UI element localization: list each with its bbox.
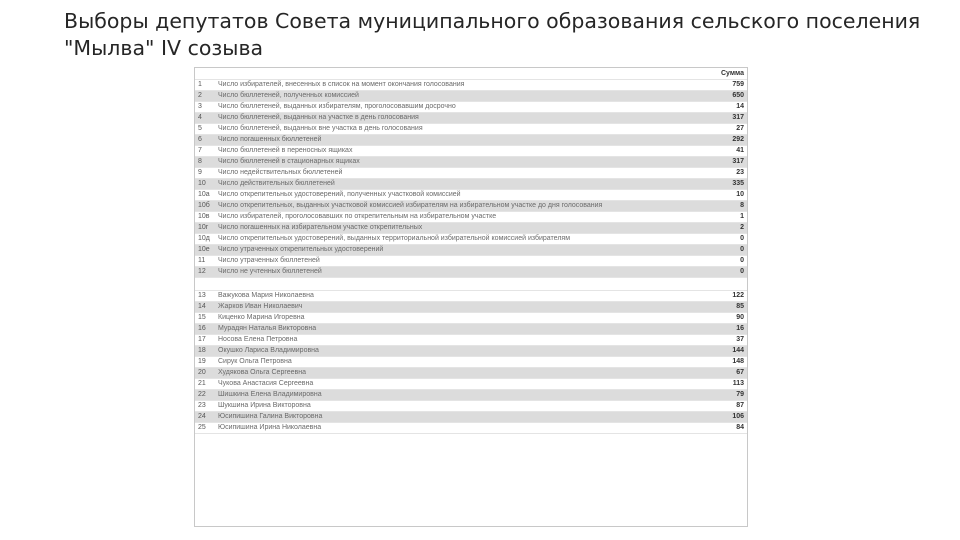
row-label: Мурадян Наталья Викторовна (215, 324, 707, 335)
row-number: 13 (195, 291, 215, 302)
spacer-row (195, 278, 747, 291)
row-value: 41 (707, 146, 747, 157)
table-row (195, 245, 747, 256)
row-number: 25 (195, 423, 215, 434)
row-value: 84 (707, 423, 747, 434)
slide-title: Выборы депутатов Совета муниципального образования сельского поселения "Мылва" IV созыва (64, 9, 921, 60)
row-value: 2 (707, 223, 747, 234)
row-label: Число бюллетеней, выданных избирателям, проголосовавшим досрочно (215, 102, 707, 113)
header-sum: Сумма (707, 68, 747, 80)
row-label: Юсипишина Галина Викторовна (215, 412, 707, 423)
candidate-row (195, 390, 747, 401)
table-row (195, 124, 747, 135)
candidate-row (195, 291, 747, 302)
row-label: Юсипишина Ирина Николаевна (215, 423, 707, 434)
row-value: 317 (707, 113, 747, 124)
table-row (195, 168, 747, 179)
row-label: Число недействительных бюллетеней (215, 168, 707, 179)
table-row (195, 256, 747, 267)
header-number-cell (195, 68, 215, 80)
row-label: Число бюллетеней, выданных вне участка в день голосования (215, 124, 707, 135)
table-row (195, 91, 747, 102)
row-label: Жарков Иван Николаевич (215, 302, 707, 313)
row-value: 0 (707, 245, 747, 256)
row-label: Число бюллетеней в переносных ящиках (215, 146, 707, 157)
row-number: 2 (195, 91, 215, 102)
row-label: Число утраченных открепительных удостоверений (215, 245, 707, 256)
row-number: 5 (195, 124, 215, 135)
row-value: 79 (707, 390, 747, 401)
candidate-row (195, 302, 747, 313)
row-label: Число открепительных, выданных участковой комиссией избирателям на избирательном участке до дня голосования (215, 201, 707, 212)
row-label: Шукшина Ирина Викторовна (215, 401, 707, 412)
row-label: Окушко Лариса Владимировна (215, 346, 707, 357)
row-label: Число открепительных удостоверений, полученных участковой комиссией (215, 190, 707, 201)
table-row (195, 267, 747, 278)
row-number: 10г (195, 223, 215, 234)
candidate-row (195, 423, 747, 434)
table-row (195, 157, 747, 168)
results-table (195, 68, 747, 434)
row-number: 11 (195, 256, 215, 267)
row-number: 7 (195, 146, 215, 157)
row-label: Число действительных бюллетеней (215, 179, 707, 190)
table-row (195, 201, 747, 212)
row-number: 1 (195, 80, 215, 91)
row-number: 10 (195, 179, 215, 190)
row-value: 16 (707, 324, 747, 335)
row-label: Киценко Марина Игоревна (215, 313, 707, 324)
candidate-row (195, 324, 747, 335)
row-number: 4 (195, 113, 215, 124)
candidate-row (195, 368, 747, 379)
candidate-row (195, 346, 747, 357)
table-row (195, 113, 747, 124)
row-number: 23 (195, 401, 215, 412)
row-number: 9 (195, 168, 215, 179)
row-value: 122 (707, 291, 747, 302)
row-label: Число утраченных бюллетеней (215, 256, 707, 267)
row-number: 17 (195, 335, 215, 346)
row-value: 0 (707, 267, 747, 278)
table-row (195, 190, 747, 201)
summary-rows (195, 80, 747, 278)
row-value: 85 (707, 302, 747, 313)
table-row (195, 102, 747, 113)
row-value: 1 (707, 212, 747, 223)
row-value: 23 (707, 168, 747, 179)
table-row (195, 179, 747, 190)
row-label: Число бюллетеней, полученных комиссией (215, 91, 707, 102)
row-label: Худякова Ольга Сергеевна (215, 368, 707, 379)
row-value: 10 (707, 190, 747, 201)
row-value: 67 (707, 368, 747, 379)
table-row (195, 135, 747, 146)
row-number: 10в (195, 212, 215, 223)
row-number: 10а (195, 190, 215, 201)
candidate-row (195, 357, 747, 368)
row-value: 106 (707, 412, 747, 423)
row-number: 3 (195, 102, 215, 113)
row-number: 10д (195, 234, 215, 245)
row-value: 87 (707, 401, 747, 412)
row-value: 37 (707, 335, 747, 346)
row-value: 0 (707, 256, 747, 267)
row-number: 8 (195, 157, 215, 168)
row-number: 19 (195, 357, 215, 368)
header-name-cell (215, 68, 707, 80)
row-number: 12 (195, 267, 215, 278)
row-label: Число открепительных удостоверений, выданных территориальной избирательной комиссией избирателям (215, 234, 707, 245)
row-value: 759 (707, 80, 747, 91)
row-value: 335 (707, 179, 747, 190)
candidate-row (195, 379, 747, 390)
candidate-rows (195, 291, 747, 434)
row-number: 6 (195, 135, 215, 146)
candidate-row (195, 401, 747, 412)
row-value: 90 (707, 313, 747, 324)
table-row (195, 223, 747, 234)
results-table-image (194, 67, 748, 527)
row-number: 16 (195, 324, 215, 335)
candidate-row (195, 313, 747, 324)
table-row (195, 146, 747, 157)
table-row (195, 212, 747, 223)
row-value: 292 (707, 135, 747, 146)
candidate-row (195, 412, 747, 423)
row-value: 650 (707, 91, 747, 102)
row-number: 24 (195, 412, 215, 423)
row-label: Важукова Мария Николаевна (215, 291, 707, 302)
table-row (195, 80, 747, 91)
row-label: Число бюллетеней в стационарных ящиках (215, 157, 707, 168)
row-label: Число избирателей, внесенных в список на момент окончания голосования (215, 80, 707, 91)
row-value: 27 (707, 124, 747, 135)
row-label: Носова Елена Петровна (215, 335, 707, 346)
row-label: Число бюллетеней, выданных на участке в день голосования (215, 113, 707, 124)
row-label: Число погашенных бюллетеней (215, 135, 707, 146)
row-value: 113 (707, 379, 747, 390)
row-number: 15 (195, 313, 215, 324)
row-label: Чукова Анастасия Сергеевна (215, 379, 707, 390)
row-number: 10б (195, 201, 215, 212)
row-label: Число избирателей, проголосовавших по открепительным на избирательном участке (215, 212, 707, 223)
row-value: 8 (707, 201, 747, 212)
row-value: 148 (707, 357, 747, 368)
row-number: 10е (195, 245, 215, 256)
row-number: 20 (195, 368, 215, 379)
row-label: Число не учтенных бюллетеней (215, 267, 707, 278)
row-number: 21 (195, 379, 215, 390)
table-row (195, 234, 747, 245)
row-number: 18 (195, 346, 215, 357)
candidate-row (195, 335, 747, 346)
row-number: 22 (195, 390, 215, 401)
row-label: Шишкина Елена Владимировна (215, 390, 707, 401)
table-spacer (195, 278, 747, 291)
row-label: Сирук Ольга Петровна (215, 357, 707, 368)
row-value: 14 (707, 102, 747, 113)
row-number: 14 (195, 302, 215, 313)
row-value: 144 (707, 346, 747, 357)
table-header-row (195, 68, 747, 80)
row-value: 317 (707, 157, 747, 168)
row-label: Число погашенных на избирательном участке открепительных (215, 223, 707, 234)
row-value: 0 (707, 234, 747, 245)
